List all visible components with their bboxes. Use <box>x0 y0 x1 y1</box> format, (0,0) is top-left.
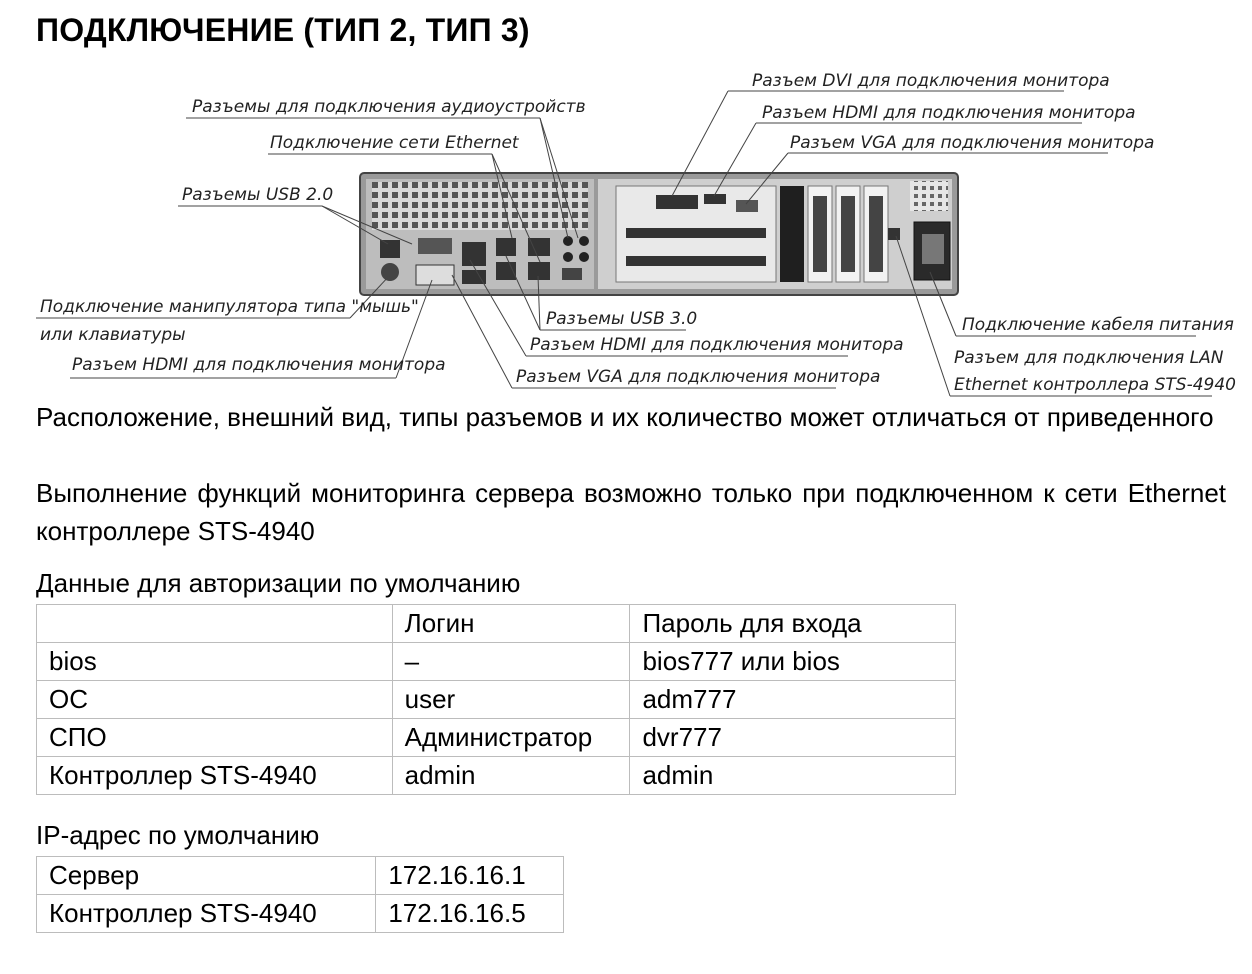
table-row <box>37 895 564 933</box>
table-header-cell: Логин <box>392 605 630 643</box>
table-cell: СПО <box>37 719 393 757</box>
note-monitoring: Выполнение функций мониторинга сервера возможно только при подключенном к сети Ethernet контроллере STS-4940 <box>36 478 1226 546</box>
callout-audio: Разъемы для подключения аудиоустройств <box>192 97 586 117</box>
table-cell: Администратор <box>392 719 630 757</box>
callout-hdmi-bottom: Разъем HDMI для подключения монитора <box>530 335 904 355</box>
callout-dvi-top: Разъем DVI для подключения монитора <box>752 71 1110 91</box>
table-cell: 172.16.16.5 <box>376 895 564 933</box>
auth-table <box>36 604 956 795</box>
callout-power: Подключение кабеля питания <box>962 315 1234 335</box>
callout-mouse-line2: или клавиатуры <box>40 325 186 345</box>
table-cell: Контроллер STS-4940 <box>37 757 393 795</box>
table-cell: 172.16.16.1 <box>376 857 564 895</box>
callout-lan-line2: Ethernet контроллера STS-4940 <box>954 375 1236 395</box>
ip-table <box>36 856 564 933</box>
table-cell: admin <box>392 757 630 795</box>
callout-lan-line1: Разъем для подключения LAN <box>954 348 1224 368</box>
page-title: ПОДКЛЮЧЕНИЕ (ТИП 2, ТИП 3) <box>36 12 530 48</box>
callout-mouse-line1: Подключение манипулятора типа "мышь" <box>40 297 419 317</box>
callout-usb3: Разъемы USB 3.0 <box>546 309 698 329</box>
callout-hdmi-top: Разъем HDMI для подключения монитора <box>762 103 1136 123</box>
note-appearance: Расположение, внешний вид, типы разъемов и их количество может отличаться от приведенного <box>36 402 1214 432</box>
table-cell: adm777 <box>630 681 956 719</box>
table-cell: admin <box>630 757 956 795</box>
callout-usb2: Разъемы USB 2.0 <box>182 185 334 205</box>
table-cell: Контроллер STS-4940 <box>37 895 376 933</box>
table-row <box>37 719 956 757</box>
table-header-cell <box>37 605 393 643</box>
auth-table-header <box>37 605 956 643</box>
callout-hdmi-left: Разъем HDMI для подключения монитора <box>72 355 446 375</box>
table-cell: bios777 или bios <box>630 643 956 681</box>
table-row <box>37 643 956 681</box>
table-cell: ОС <box>37 681 393 719</box>
table-row <box>37 857 564 895</box>
table-cell: Сервер <box>37 857 376 895</box>
callout-ethernet: Подключение сети Ethernet <box>270 133 519 153</box>
ip-caption: IP-адрес по умолчанию <box>36 820 320 850</box>
table-header-cell: Пароль для входа <box>630 605 956 643</box>
callout-vga-bottom: Разъем VGA для подключения монитора <box>516 367 881 387</box>
table-cell: bios <box>37 643 393 681</box>
server-rear-panel-diagram <box>0 60 1252 400</box>
table-row <box>37 681 956 719</box>
callout-vga-top: Разъем VGA для подключения монитора <box>790 133 1155 153</box>
table-cell: user <box>392 681 630 719</box>
auth-caption: Данные для авторизации по умолчанию <box>36 568 521 598</box>
table-cell: dvr777 <box>630 719 956 757</box>
table-row <box>37 757 956 795</box>
table-cell: – <box>392 643 630 681</box>
server-chassis <box>360 173 958 295</box>
